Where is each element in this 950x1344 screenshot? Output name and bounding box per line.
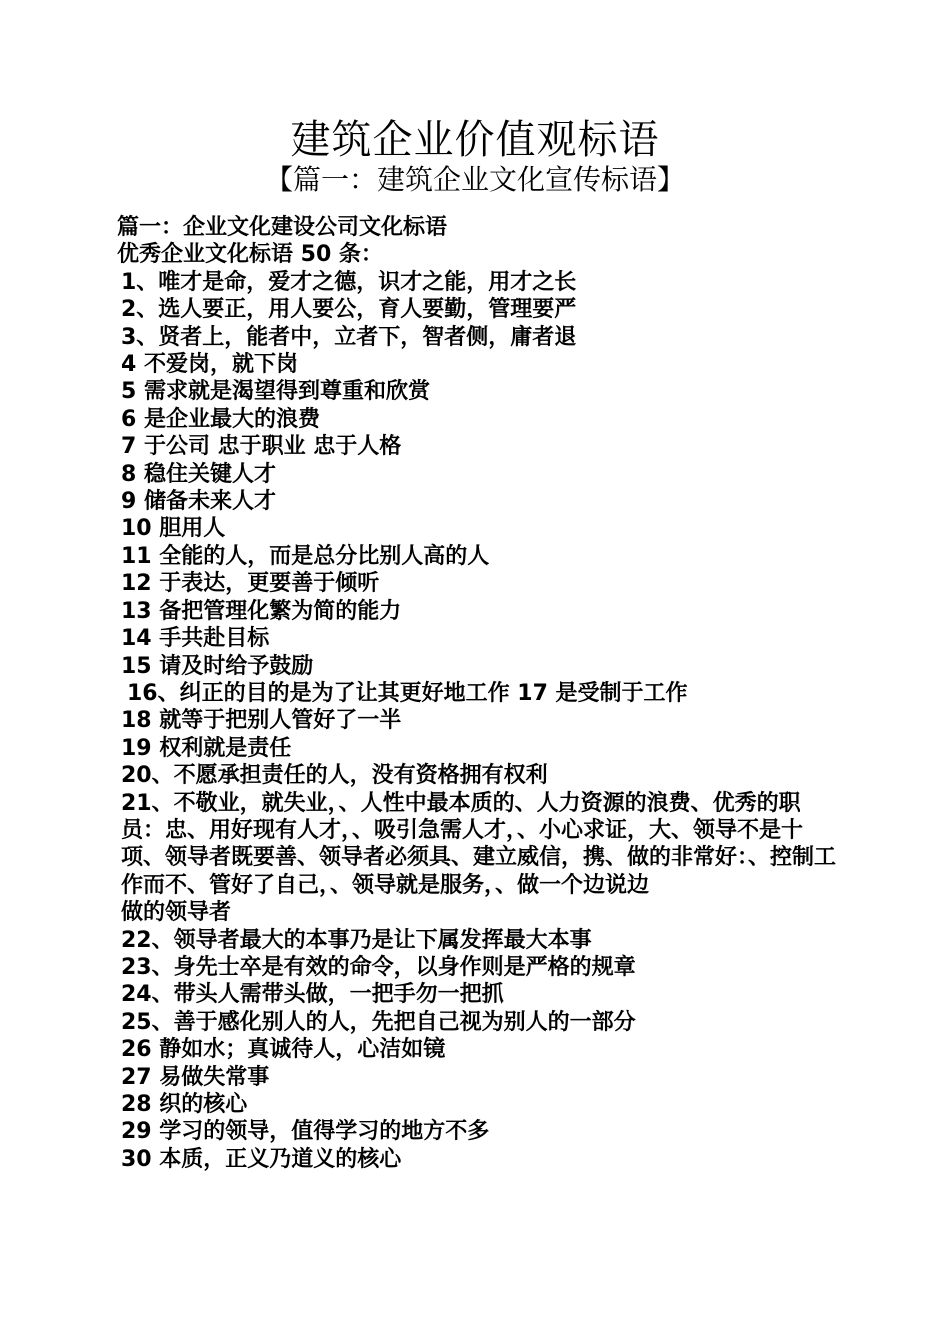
list-item: 9 储备未来人才 [121,489,276,515]
list-item: 22、领导者最大的本事乃是让下属发挥最大本事 [121,927,592,953]
list-item: 29 学习的领导，值得学习的地方不多 [121,1119,490,1145]
list-item: 20、不愿承担责任的人，没有资格拥有权利 [121,763,548,789]
list-item: 11 全能的人，而是总分比别人高的人 [121,543,490,569]
list-item: 10 胆用人 [121,516,226,542]
section-heading: 篇一：企业文化建设公司文化标语 [117,215,448,240]
list-item: 1、唯才是命，爱才之德，识才之能，用才之长 [121,269,577,295]
list-item: 14 手共赴目标 [121,626,270,652]
list-item: 4 不爱岗，就下岗 [121,352,298,378]
list-item: 26 静如水；真诚待人，心洁如镜 [121,1037,446,1063]
list-item: 8 稳住关键人才 [121,461,276,487]
list-item: 27 易做失常事 [121,1064,270,1090]
list-item: 6 是企业最大的浪费 [121,406,320,432]
list-item: 3、贤者上，能者中，立者下，智者侧，庸者退 [121,324,577,350]
list-item: 25、善于感化别人的人，先把自己视为别人的一部分 [121,1009,636,1035]
list-item: 16、纠正的目的是为了让其更好地工作 17 是受制于工作 [127,680,688,706]
list-item: 2、选人要正，用人要公，育人要勤，管理要严 [121,297,577,323]
list-item: 28 织的核心 [121,1092,248,1117]
list-item: 13 备把管理化繁为简的能力 [121,598,402,624]
list-item: 18 就等于把别人管好了一半 [121,708,402,734]
list-item: 24、带头人需带头做，一把手勿一把抓 [121,982,504,1008]
list-item: 23、身先士卒是有效的命令，以身作则是严格的规章 [121,954,636,980]
list-item: 5 需求就是渴望得到尊重和欣赏 [121,379,430,405]
document-subtitle: 【篇一：建筑企业文化宣传标语】 [264,163,685,196]
list-item: 30 本质，正义乃道义的核心 [121,1146,402,1172]
list-item-paragraph: 21、不敬业，就失业，、人性中最本质的、人力资源的浪费、优秀的职员：忠、用好现有人才，、吸引急需人才，、小心求证，大、领导不是十项、领导者既要善、领导者必须具、建立威信，携、做的非常好：、控制工作而不、管好了自己，、领导就是服务，、做一个边说边 [121,790,837,898]
list-intro: 优秀企业文化标语 50 条： [117,242,383,268]
list-item: 做的领导者 [121,900,232,926]
list-item: 15 请及时给予鼓励 [121,653,314,679]
document-body [117,214,837,1173]
list-item: 7 于公司 忠于职业 忠于人格 [121,434,402,460]
document-title: 建筑企业价值观标语 [290,117,660,163]
list-item: 12 于表达，更要善于倾听 [121,571,380,597]
list-item: 19 权利就是责任 [121,735,292,761]
